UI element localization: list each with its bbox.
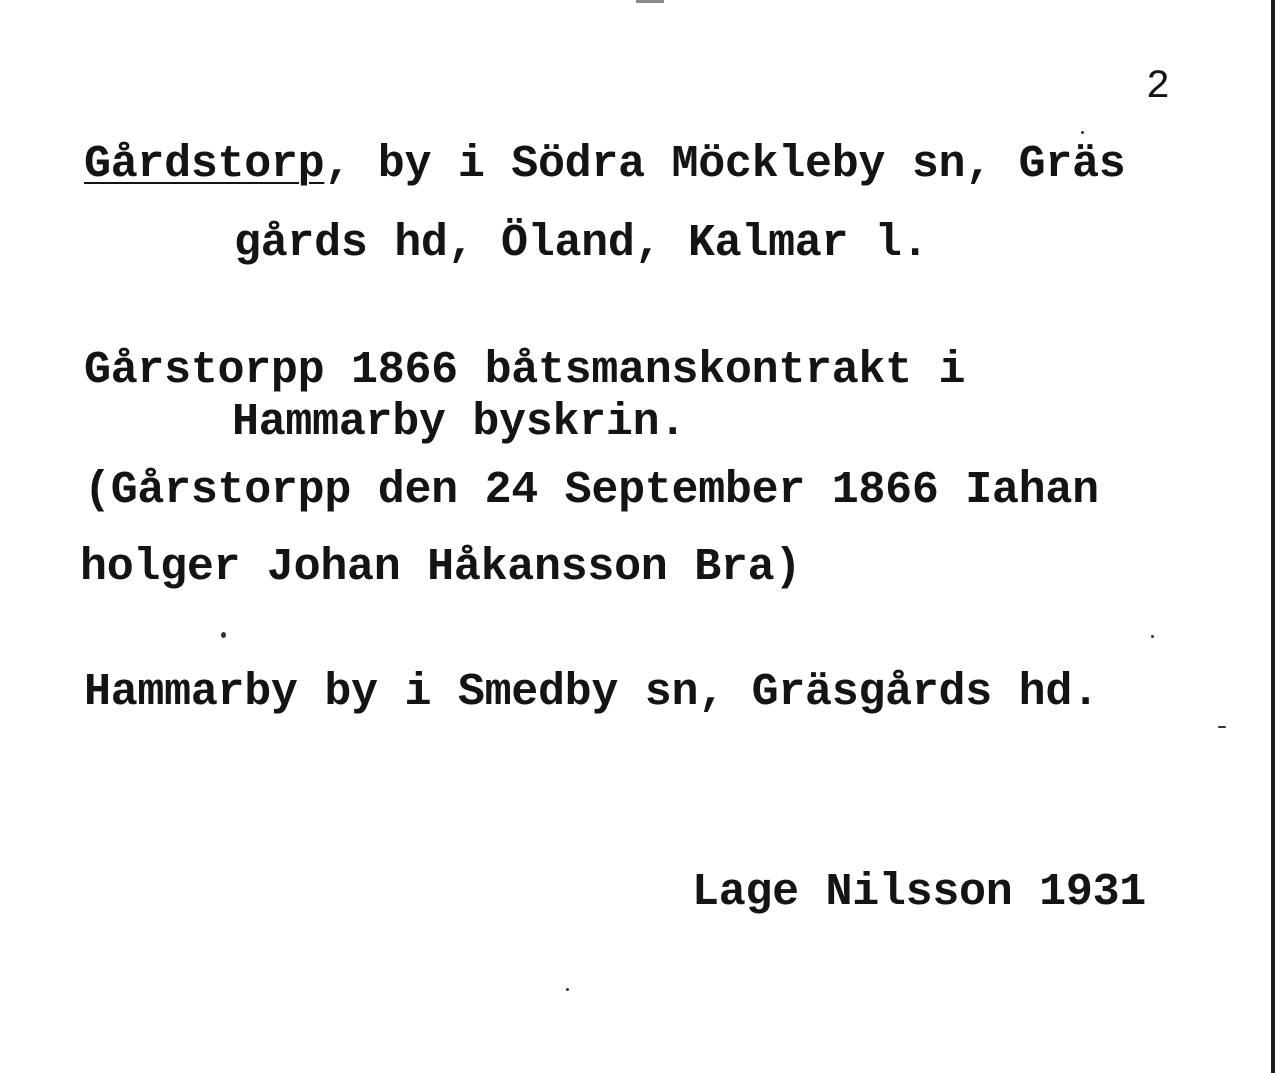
ink-speck xyxy=(1081,131,1084,134)
source-reference-continued: Hammarby byskrin. xyxy=(232,397,686,448)
entry-description-continued: gårds hd, Öland, Kalmar l. xyxy=(234,218,929,269)
ink-speck xyxy=(221,632,226,638)
card-right-edge xyxy=(1271,0,1275,1073)
page-number: 2 xyxy=(1146,65,1171,110)
source-quote-continued: holger Johan Håkansson Bra) xyxy=(80,542,802,593)
entry-title: Gårdstorp xyxy=(84,139,325,190)
location-note: Hammarby by i Smedby sn, Gräsgårds hd. xyxy=(84,667,1099,718)
source-reference: Gårstorpp 1866 båtsmanskontrakt i xyxy=(84,345,966,396)
top-edge-mark xyxy=(636,0,664,3)
entry-description-start: , by i Södra Möckleby sn, Gräs xyxy=(324,139,1126,190)
ink-speck xyxy=(1218,726,1226,728)
source-quote: (Gårstorpp den 24 September 1866 Iahan xyxy=(84,465,1099,516)
ink-speck xyxy=(1151,635,1154,638)
entry-heading-line xyxy=(84,139,1126,190)
author-signature: Lage Nilsson 1931 xyxy=(692,867,1146,918)
ink-speck xyxy=(566,988,569,991)
